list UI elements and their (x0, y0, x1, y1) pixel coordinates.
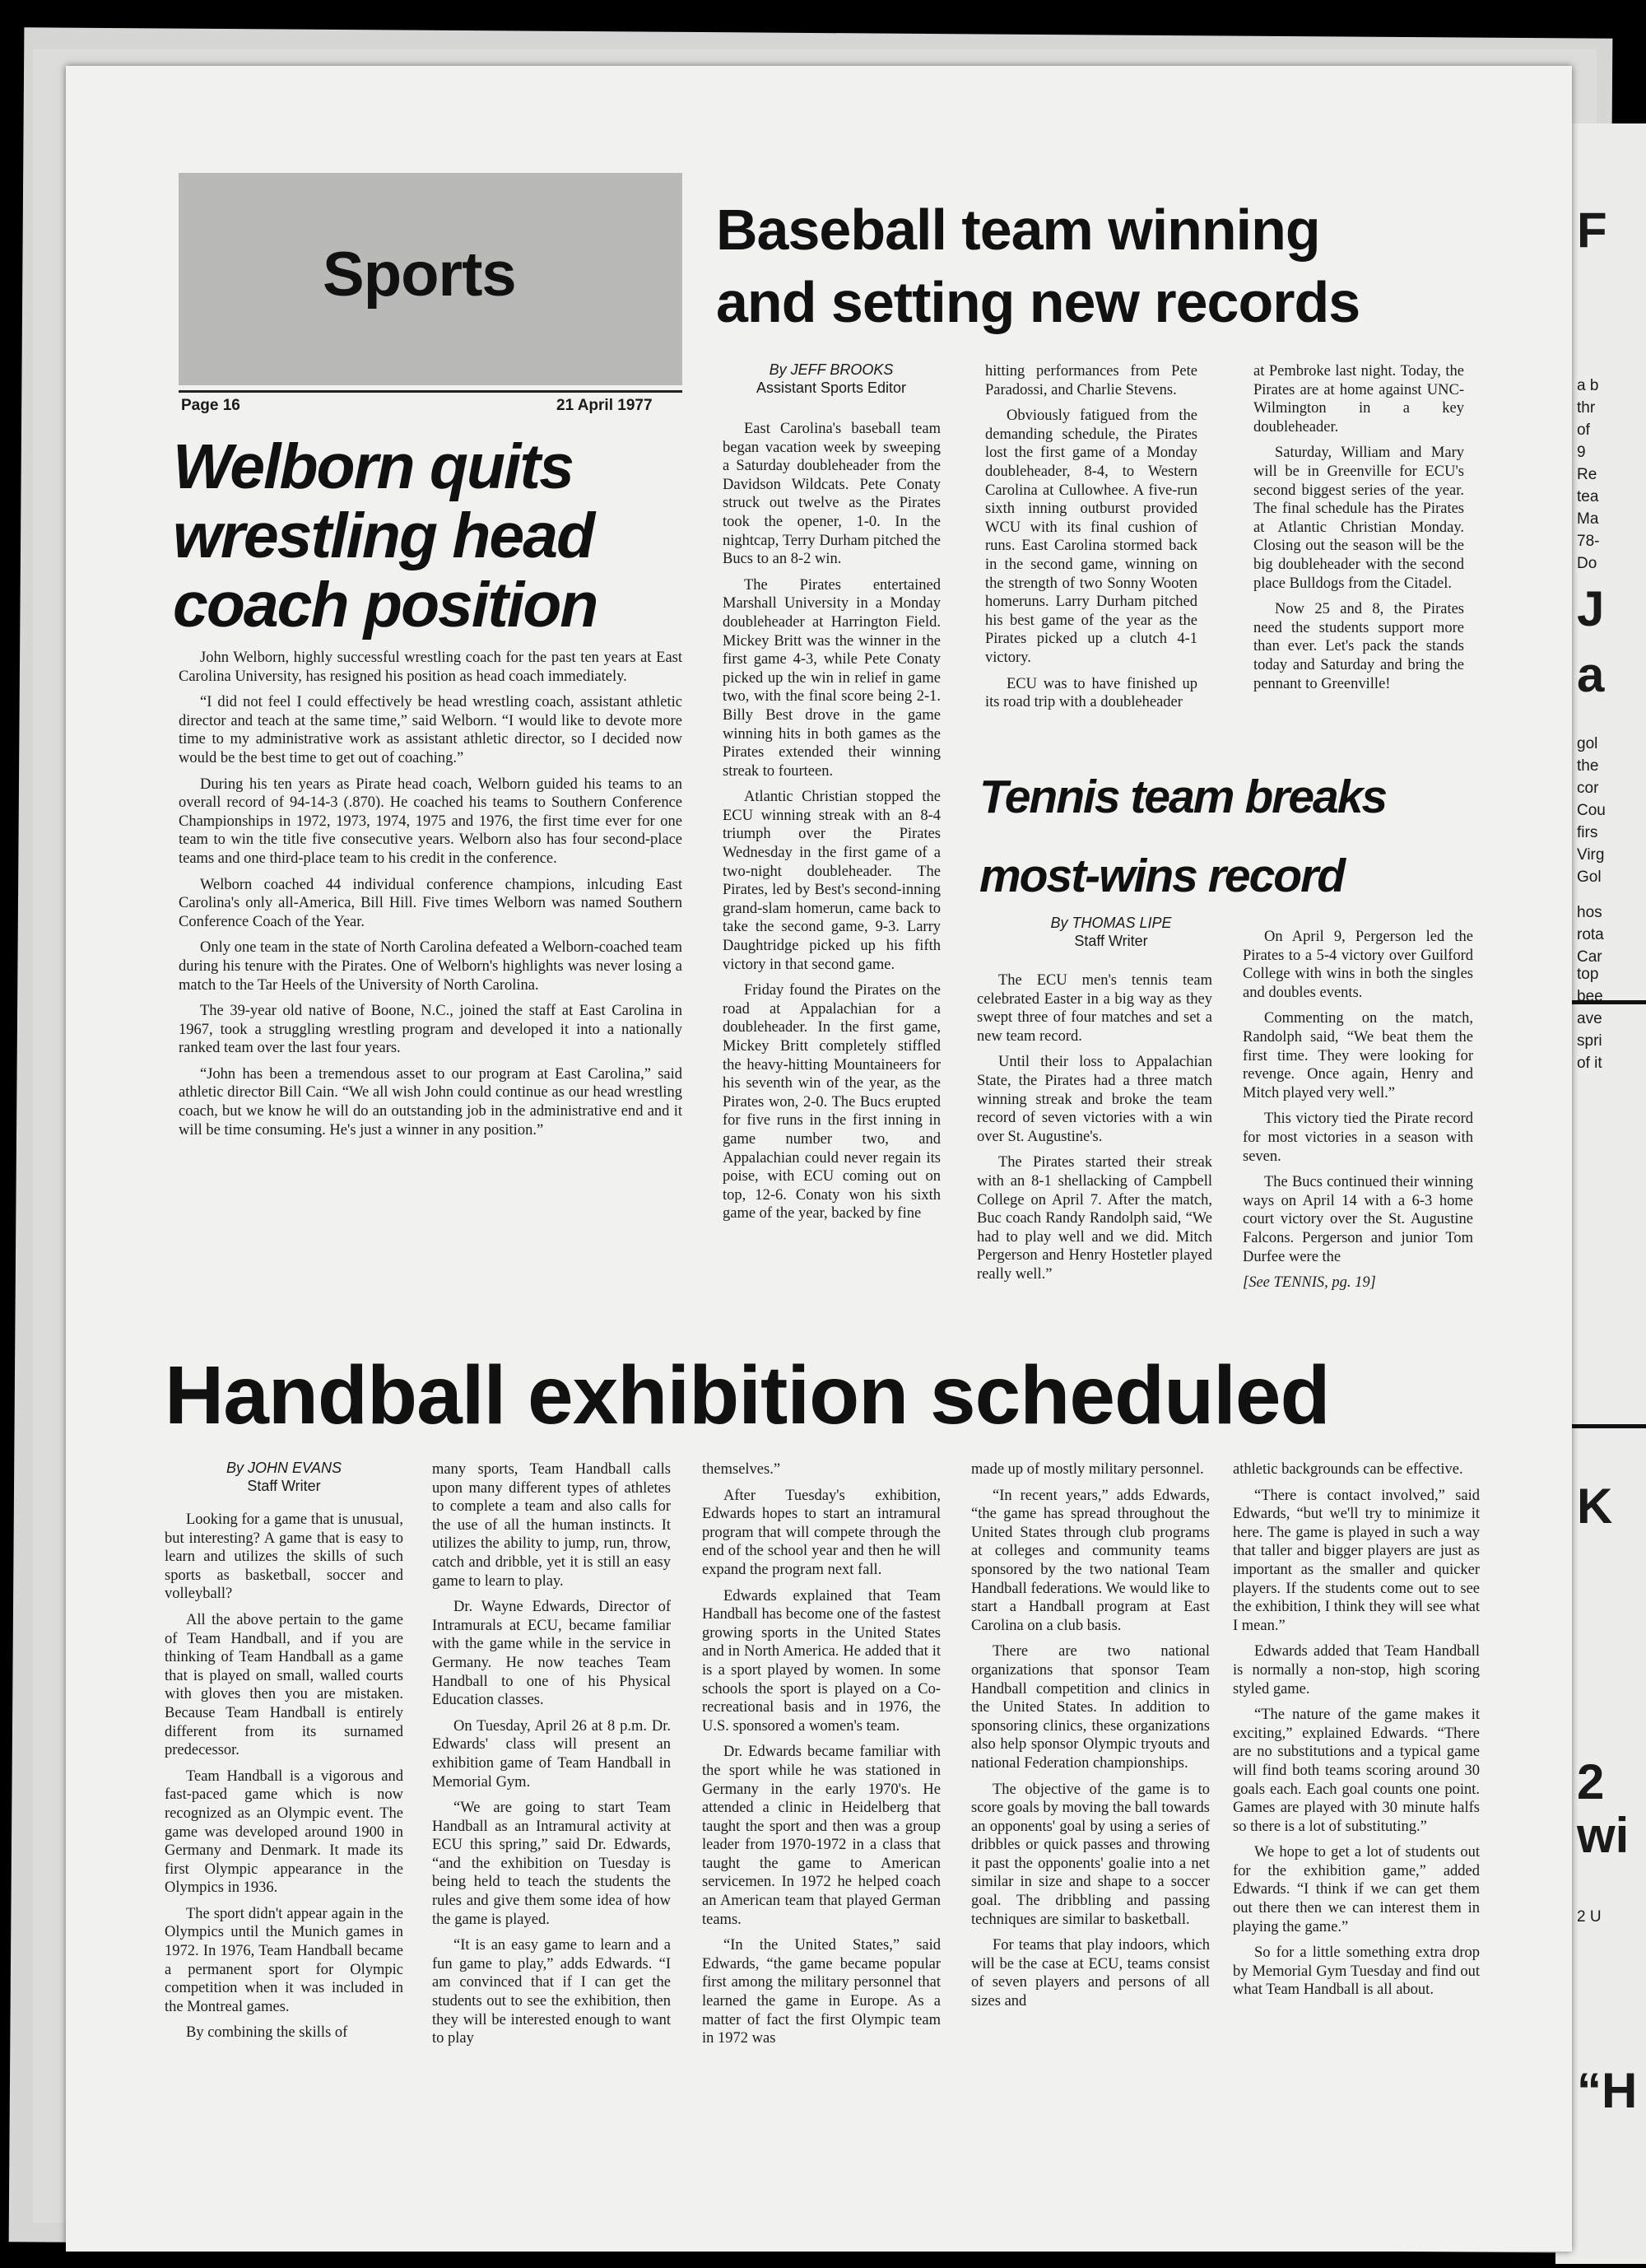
paragraph: During his ten years as Pirate head coach, Welborn guided his teams to an overall record of 94-14-3 (.870). He coached his teams to Southern Conference Championships in 1972, 1973, 1974, 1975 and 1976, the first time ever for one team to win the title five consecutive years. Welborn also has four second-place teams and one third-place team to his credit in the conference. (179, 775, 682, 867)
right-page-fragment: 2 (1577, 1754, 1605, 1809)
paragraph: hitting performances from Pete Paradossi, and Charlie Stevens. (985, 363, 1197, 398)
baseball-column-3 (1253, 362, 1464, 701)
right-page-fragment: 78- (1577, 533, 1600, 550)
right-page-fragment: K (1577, 1479, 1613, 1534)
paragraph: For teams that play indoors, which will be the case at ECU, teams consist of seven players and persons of all sizes and (971, 1937, 1210, 2010)
right-page-fragment: 9 (1577, 444, 1586, 461)
right-page-fragment: Virg (1577, 846, 1605, 864)
tennis-headline: Tennis team breaks most-wins record (979, 771, 1387, 902)
tennis-column-2 (1243, 928, 1473, 1300)
paragraph: The Pirates entertained Marshall University in a Monday doubleheader at Harrington Field. Mickey Britt was the winner in the first game 4-3, while Pete Conaty picked up the win in relief in game two, with the final score being 2-1. Billy Best drove in the game winning hits in both games as the Pirates extended their winning streak to fourteen. (723, 576, 941, 780)
paragraph: Obviously fatigued from the demanding schedule, the Pirates lost the first game of a Monday doubleheader, 8-4, to Western Carolina at Cullowhee. A five-run sixth inning outburst provided WCU with its final cushion of runs. East Carolina stormed back in the second game, winning on the strength of two Sonny Wooten homeruns. Larry Durham pitched his best game of the year as the Pirates picked up a clutch 4-1 victory. (985, 407, 1197, 666)
issue-date: 21 April 1977 (556, 397, 653, 414)
paragraph: Welborn coached 44 individual conference champions, inlcuding East Carolina's only all-America, Bill Hill. Five times Welborn was named Southern Conference Coach of the Year. (179, 876, 682, 930)
right-page-fragment: a b (1577, 377, 1599, 394)
paragraph: Saturday, William and Mary will be in Greenville for ECU's second biggest series of the year. The final schedule has the Pirates at Atlantic Christian Monday. Closing out the season will be the big doubleheader with the second place Bulldogs from the Citadel. (1253, 445, 1464, 592)
right-page-fragment: J (1577, 581, 1605, 636)
paragraph: “In the United States,” said Edwards, “the game became popular first among the military personnel that learned the game in Europe. As a matter of fact the first Olympic team in 1972 was (702, 1937, 941, 2047)
right-page-fragment: cor (1577, 780, 1599, 797)
paragraph: The objective of the game is to score goals by moving the ball towards an opponents' goal by using a series of dribbles or quick passes and throwing it past the opponents' goalie into a net similar in size and shape to a soccer goal. The dribbling and passing techniques are similar to basketball. (971, 1781, 1210, 1928)
paragraph: ECU was to have finished up its road trip with a doubleheader (985, 675, 1197, 711)
sports-section-banner (179, 173, 682, 385)
paragraph: The 39-year old native of Boone, N.C., joined the staff at East Carolina in 1967, took a struggling wrestling program and developed it into a nationally ranked team over the last four years. (179, 1003, 682, 1057)
right-page-fragment: wi (1577, 1808, 1630, 1863)
handball-byline: By JOHN EVANS Staff Writer (226, 1460, 342, 1494)
paragraph: “The nature of the game makes it exciting,” explained Edwards. “There are no substitutions and a typical game will find both teams scoring around 30 goals each. Each goal counts one point. Games are played with 30 minute halfs so there is a lot of substituting.” (1233, 1707, 1480, 1835)
newspaper-page (66, 66, 1572, 2252)
right-page-fragment: tea (1577, 488, 1599, 505)
paragraph: John Welborn, highly successful wrestling coach for the past ten years at East Carolina University, has resigned his position as head coach immediately. (179, 650, 682, 685)
paragraph: On Tuesday, April 26 at 8 p.m. Dr. Edwards' class will present an exhibition game of Team Handball in Memorial Gym. (432, 1717, 671, 1791)
paragraph: Now 25 and 8, the Pirates need the students support more than ever. Let's pack the stands today and Saturday and bring the pennant to Greenville! (1253, 601, 1464, 692)
right-page-fragment: of (1577, 421, 1590, 439)
right-page-fragment: ave (1577, 1010, 1602, 1027)
paragraph: “I did not feel I could effectively be head wrestling coach, assistant athletic director and teach at the same time,” said Welborn. “I would like to devote more time to my administrative work as assistant athletic director, so I decided now would be the best time to get out of coaching.” (179, 694, 682, 766)
paragraph: By combining the skills of (186, 2024, 348, 2042)
baseball-column-2 (985, 362, 1197, 720)
paragraph: Commenting on the match, Randolph said, “We beat them the first time. They were looking for revenge. Once again, Henry and Mitch played very well.” (1243, 1010, 1473, 1101)
paragraph: On April 9, Pergerson led the Pirates to a 5-4 victory over Guilford College with wins in both the singles and doubles events. (1243, 929, 1473, 1001)
paragraph: made up of mostly military personnel. (971, 1461, 1204, 1478)
paragraph: many sports, Team Handball calls upon many different types of athletes to complete a team and also calls for the use of all the human instincts. It utilizes the ability to jump, run, throw, catch and dribble, yet it is still an easy game to learn to play. (432, 1461, 671, 1590)
paragraph: Team Handball is a vigorous and fast-paced game which is now recognized as an Olympic event. The game was developed around 1900 in Germany and Denmark. It made its first Olympic appearance in the Olympics in 1936. (165, 1767, 403, 1897)
paragraph: The sport didn't appear again in the Olympics until the Munich games in 1972. In 1976, Team Handball became a permanent sport for Olympic competition when it was included in the Montreal games. (165, 1905, 403, 2015)
paragraph: “It is an easy game to learn and a fun game to play,” adds Edwards. “I am convinced that if I can get the students out to see the exhibition, then they will be interested enough to want to play (432, 1937, 671, 2047)
paragraph: There are two national organizations that sponsor Team Handball competition and clinics in the United States. In addition to sponsoring clinics, these organizations also help sponsor Olympic tryouts and national Federation championships. (971, 1643, 1210, 1772)
paragraph: Atlantic Christian stopped the ECU winning streak with an 8-4 triumph over the Pirates Wednesday in the first game of a two-night doubleheader. The Pirates, led by Best's second-inning grand-slam homerun, came back to take the second game, 9-3. Larry Daughtridge picked up his fifth victory in that second game. (723, 789, 941, 973)
right-page-fragment: the (1577, 757, 1599, 775)
masthead-rule (179, 390, 682, 393)
paragraph: Edwards added that Team Handball is normally a non-stop, high scoring styled game. (1233, 1643, 1480, 1698)
paragraph: So for a little something extra drop by Memorial Gym Tuesday and find out what Team Handball is all about. (1233, 1944, 1480, 1999)
right-page-fragment: top (1577, 966, 1599, 983)
right-page-fragment: Gol (1577, 869, 1602, 886)
page-number: Page 16 (181, 397, 240, 414)
paragraph: “In recent years,” adds Edwards, “the game has spread throughout the United States through club programs at colleges and community teams sponsored by the two national Team Handball federations. We would like to start a Handball program at East Carolina on a club basis. (971, 1487, 1210, 1634)
paragraph: After Tuesday's exhibition, Edwards hopes to start an intramural program that will compete through the end of the school year and then he will expand the program next fall. (702, 1487, 941, 1578)
right-page-fragment: Ma (1577, 510, 1599, 528)
paragraph: All the above pertain to the game of Team Handball, and if you are thinking of Team Handball as a game that is played on small, walled courts with gloves then you are mistaken. Because Team Handball is entirely different from its surnamed predecessor. (165, 1611, 403, 1759)
right-page-fragment: bee (1577, 988, 1603, 1005)
paragraph: The ECU men's tennis team celebrated Easter in a big way as they swept three of four matches and set a new team record. (977, 972, 1212, 1045)
baseball-byline: By JEFF BROOKS Assistant Sports Editor (756, 361, 907, 396)
handball-column-2 (432, 1460, 671, 2056)
welborn-article-body (179, 649, 682, 1147)
handball-column-1 (165, 1511, 403, 2050)
tennis-column-1 (977, 971, 1212, 1292)
right-page-fragment: gol (1577, 735, 1598, 752)
paragraph: Friday found the Pirates on the road at Appalachian for a doubleheader. In the first game, Mickey Britt completely stiffled the heavy-hitting Mountaineers for his seventh win of the year, as the Pirates won, 2-0. The Bucs erupted for five runs in the first inning in game number two, and Appalachian could never regain its poise, with ECU coming out on top, 12-6. Conaty won his sixth game of the year, backed by fine (723, 982, 941, 1222)
paragraph: athletic backgrounds can be effective. (1233, 1461, 1463, 1478)
paragraph: Dr. Edwards became familiar with the sport while he was stationed in Germany in the early 1970's. He attended a clinic in Heidelberg that taught the sport and then was a group leader from 1970-1972 in a class that taught the game to American servicemen. In 1972 he helped coach an American team that played German teams. (702, 1744, 941, 1928)
continued-notice: [See TENNIS, pg. 19] (1243, 1274, 1376, 1292)
paragraph: Looking for a game that is unusual, but interesting? A game that is easy to learn and utilizes the skills of such sports as basketball, soccer and volleyball? (165, 1511, 403, 1603)
paragraph: The Pirates started their streak with an 8-1 shellacking of Campbell College on April 7. After the match, Buc coach Randy Randolph said, “We had to play well and we did. Mitch Pergerson and Henry Hostetler played really well.” (977, 1154, 1212, 1283)
right-page-fragment: Car (1577, 948, 1602, 966)
right-page-fragment: thr (1577, 399, 1596, 417)
right-page-fragment: firs (1577, 824, 1598, 841)
paragraph: “There is contact involved,” said Edwards, “but we'll try to minimize it here. The game is played in such a way that taller and bigger players are just as important as the smaller and quicker players. If the students come out to see the exhibition, I think they will see what I mean.” (1233, 1487, 1480, 1634)
welborn-headline: Welborn quits wrestling head coach position (173, 431, 597, 640)
handball-column-5 (1233, 1460, 1480, 2007)
paragraph: at Pembroke last night. Today, the Pirates are at home against UNC-Wilmington in a key doubleheader. (1253, 363, 1464, 435)
right-page-fragment: 2 U (1577, 1908, 1602, 1926)
paragraph: Until their loss to Appalachian State, the Pirates had a three match winning streak and broke the team record of seven victories with a win over St. Augustine's. (977, 1054, 1212, 1145)
handball-column-3 (702, 1460, 941, 2056)
baseball-headline: Baseball team winning and setting new records (716, 198, 1360, 334)
paragraph: This victory tied the Pirate record for most victories in a season with seven. (1243, 1111, 1473, 1165)
right-page-fragment: “H (1577, 2063, 1638, 2118)
paragraph: Edwards explained that Team Handball has become one of the fastest growing sports in the United States and in North America. He added that it is a sport played by women. In some schools the sport is played on a Co-recreational basis and in 1976, the U.S. sponsored a women's team. (702, 1587, 941, 1735)
right-page-fragment: hos (1577, 904, 1602, 921)
right-page-fragment: a (1577, 647, 1605, 702)
right-page-fragment: Do (1577, 555, 1597, 572)
paragraph: Only one team in the state of North Carolina defeated a Welborn-coached team during his tenure with the Pirates. One of Welborn's highlights was never losing a match to the Tar Heels of the University of North Carolina. (179, 939, 682, 994)
right-page-fragment: Cou (1577, 802, 1606, 819)
tennis-byline: By THOMAS LIPE Staff Writer (1050, 915, 1172, 949)
right-page-fragment: spri (1577, 1032, 1602, 1050)
paragraph: “We are going to start Team Handball as an Intramural activity at ECU this spring,” said Dr. Edwards, “and the exhibition on Tuesday is being held to teach the students the rules and give them some idea of how the game is played. (432, 1800, 671, 1928)
right-page-fragment: rota (1577, 926, 1604, 943)
paragraph: The Bucs continued their winning ways on April 14 with a 6-3 home court victory over the St. Augustine Falcons. Pergerson and junior Tom Durfee were the (1243, 1174, 1473, 1265)
right-page-headline-fragment: F (1577, 203, 1607, 258)
right-page-ad-box (1567, 1000, 1646, 1428)
paragraph: themselves.” (702, 1461, 781, 1478)
baseball-column-1 (723, 420, 941, 1231)
right-page-fragment: of it (1577, 1055, 1602, 1072)
paragraph: We hope to get a lot of students out for the exhibition game,” added Edwards. “I think if we can get them out there then we can interest them in playing the game.” (1233, 1844, 1480, 1935)
handball-headline: Handball exhibition scheduled (165, 1349, 1330, 1441)
handball-column-4 (971, 1460, 1210, 2019)
paragraph: Dr. Wayne Edwards, Director of Intramurals at ECU, became familiar with the game while in the service in Germany. He now teaches Team Handball to one of his Physical Education classes. (432, 1599, 671, 1709)
section-title: Sports (323, 240, 516, 310)
right-page-fragment: Re (1577, 466, 1597, 483)
paragraph: East Carolina's baseball team began vacation week by sweeping a Saturday doubleheader from the Davidson Wildcats. Pete Conaty struck out twelve as the Pirates took the opener, 1-0. In the nightcap, Terry Durham pitched the Bucs to an 8-2 win. (723, 421, 941, 568)
paragraph: “John has been a tremendous asset to our program at East Carolina,” said athletic director Bill Cain. “We all wish John could continue as our head wrestling coach, but we know he will do an outstanding job in the administrative end and it will be time consuming. He's just a winner in any position.” (179, 1065, 682, 1139)
